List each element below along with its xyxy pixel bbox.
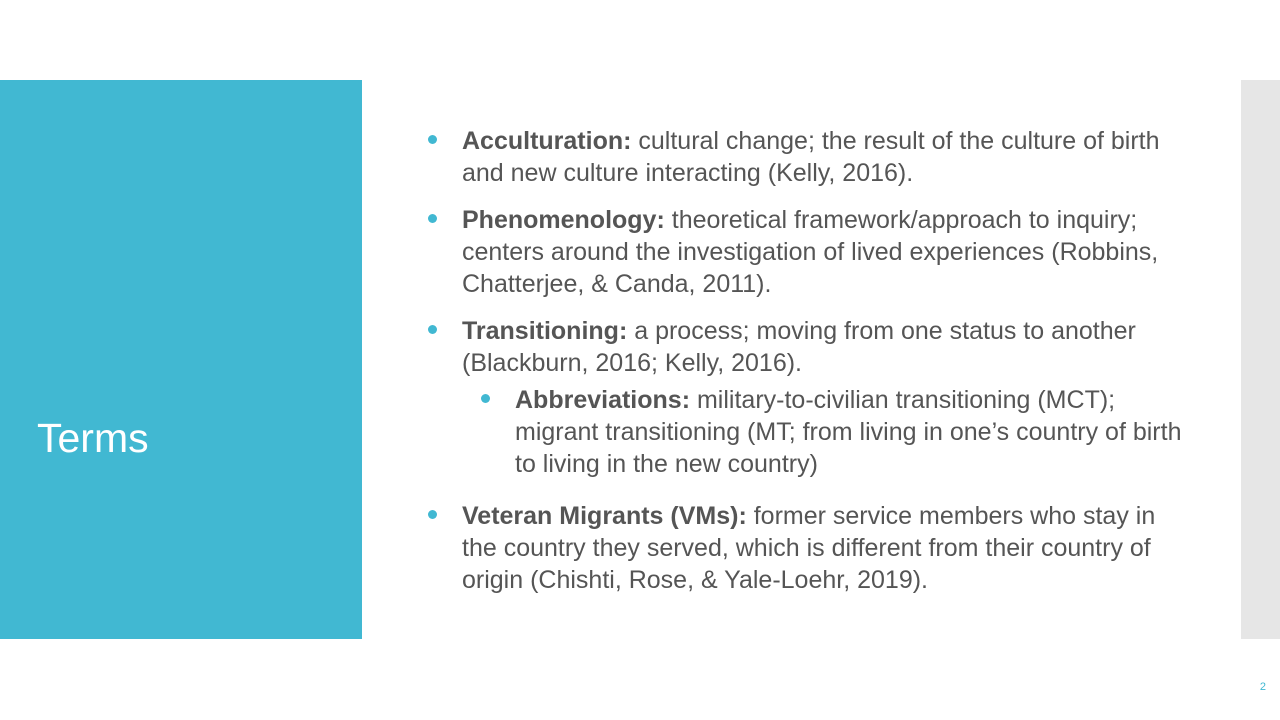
term-label: Phenomenology:	[462, 206, 665, 234]
content-area	[426, 125, 1186, 611]
sub-term-definition: military-to-civilian transitioning (MCT); migrant transitioning (MT; from living in one’s country of birth to living in the new country)	[515, 386, 1182, 478]
term-label: Transitioning:	[462, 317, 628, 345]
sub-list	[462, 384, 1186, 480]
term-item-acculturation	[426, 125, 1186, 189]
page-number: 2	[1259, 681, 1266, 693]
sub-item-abbreviations	[462, 384, 1186, 480]
term-label: Veteran Migrants (VMs):	[462, 502, 747, 530]
slide-title: Terms	[37, 415, 149, 461]
term-definition: former service members who stay in the country they served, which is different from their country of origin (Chishti, Rose, & Yale-Loehr, 2019).	[462, 502, 1156, 594]
bullet-icon	[428, 214, 437, 223]
terms-list	[426, 125, 1186, 596]
sub-bullet-icon	[481, 394, 490, 403]
term-item-veteran-migrants	[426, 500, 1186, 596]
title-panel	[0, 80, 362, 639]
term-definition: cultural change; the result of the culture of birth and new culture interacting (Kelly, 2016).	[462, 127, 1160, 187]
term-label: Acculturation:	[462, 127, 632, 155]
term-definition: a process; moving from one status to another (Blackburn, 2016; Kelly, 2016).	[462, 317, 1136, 377]
term-item-phenomenology	[426, 204, 1186, 300]
bullet-icon	[428, 510, 437, 519]
term-definition: theoretical framework/approach to inquiry; centers around the investigation of lived experiences (Robbins, Chatterjee, & Canda, 2011).	[462, 206, 1159, 298]
term-item-transitioning	[426, 315, 1186, 480]
bullet-icon	[428, 135, 437, 144]
sub-term-label: Abbreviations:	[515, 386, 691, 414]
right-side-strip	[1241, 80, 1280, 639]
bullet-icon	[428, 325, 437, 334]
